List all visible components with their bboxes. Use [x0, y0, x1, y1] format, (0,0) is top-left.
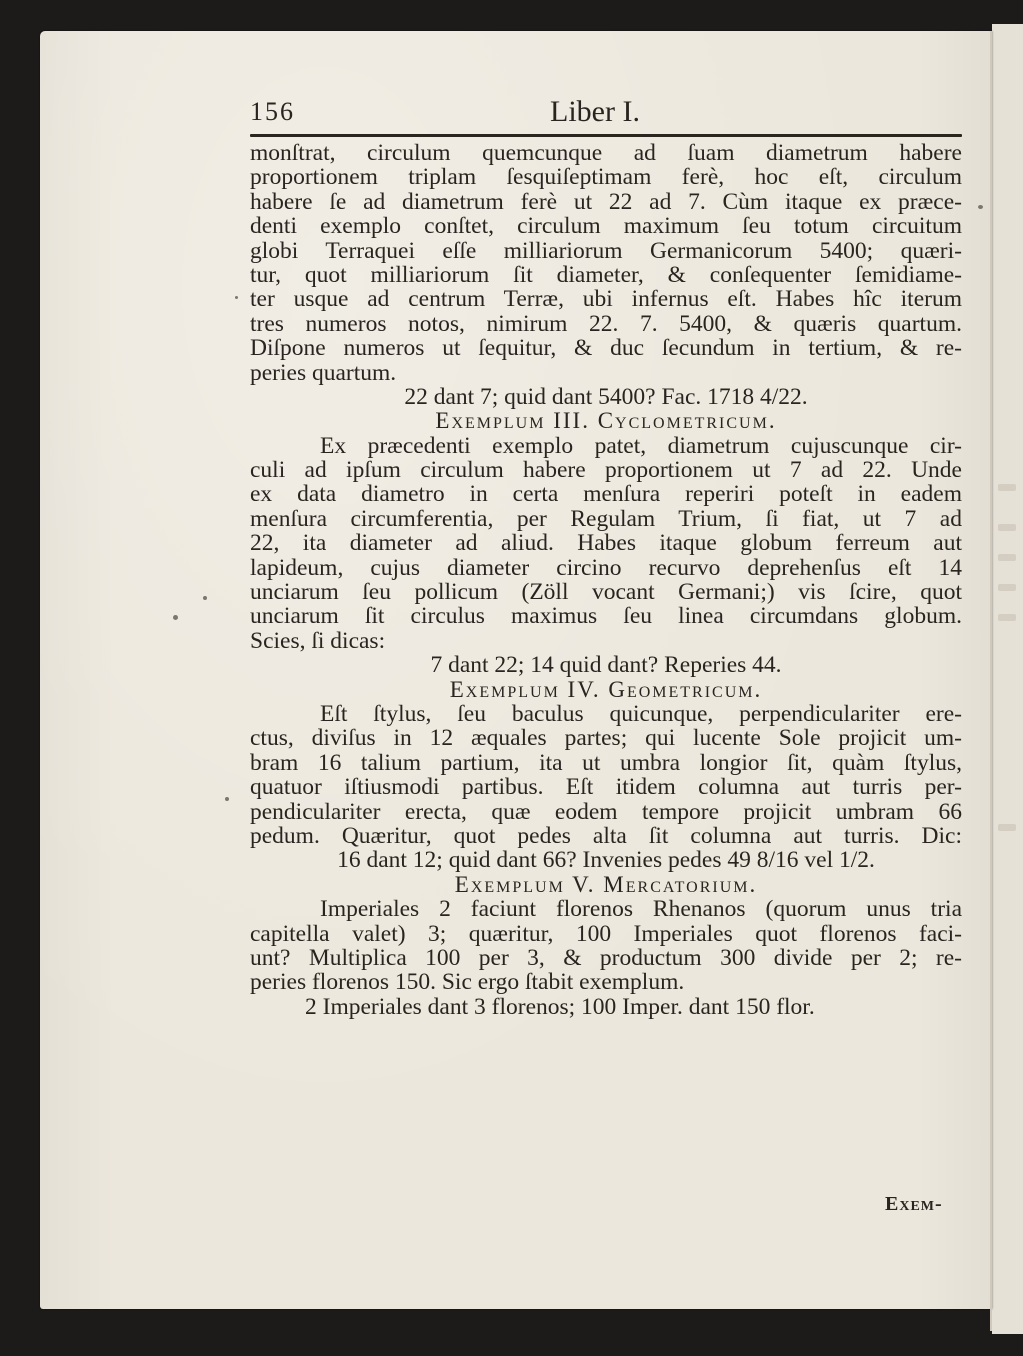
- text-line: pedum. Quæritur, quot pedes alta ſit columna aut turris. Dic:: [250, 822, 962, 849]
- page-header: [250, 95, 962, 135]
- bleed-through-mark: [998, 484, 1016, 491]
- text-line: Ex præcedenti exemplo patet, diametrum cujuscunque cir-: [320, 432, 962, 459]
- paper-speck: [225, 797, 229, 801]
- text-line: Eſt ſtylus, ſeu baculus quicunque, perpendiculariter ere-: [320, 700, 962, 727]
- text-line: ctus, diviſus in 12 æquales partes; qui lucente Sole projicit um-: [250, 725, 962, 752]
- text-line: 22, ita diameter ad aliud. Habes itaque globum ferreum aut: [250, 530, 962, 557]
- paper-speck: [173, 615, 178, 620]
- text-line: unt? Multiplica 100 per 3, & productum 300 divide per 2; re-: [250, 944, 962, 971]
- section-heading-example-3: Exemplum III. Cyclometricum.: [435, 408, 777, 434]
- page-fold: [990, 31, 992, 1331]
- bleed-through-mark: [998, 524, 1016, 531]
- text-line: denti exemplo conſtet, circulum maximum ſeu totum circuitum: [250, 213, 962, 240]
- text-line: globi Terraquei eſſe milliariorum Germanicorum 5400; quæri-: [250, 237, 962, 264]
- text-line: tres numeros notos, nimirum 22. 7. 5400, & quæris quartum.: [250, 310, 962, 337]
- paper-speck: [978, 205, 983, 209]
- text-line: peries quartum.: [250, 359, 397, 386]
- catchword: Exem-: [885, 1193, 943, 1215]
- paper-speck: [235, 296, 238, 299]
- example-4-formula: 16 dant 12; quid dant 66? Invenies pedes 49 8/16 vel 1/2.: [337, 847, 875, 874]
- text-line: ex data diametro in certa menſura reperiri poteſt in eadem: [250, 481, 962, 508]
- text-line: Imperiales 2 faciunt florenos Rhenanos (quorum unus tria: [320, 896, 962, 923]
- facing-page-edge: [992, 24, 1023, 1334]
- text-line: menſura circumferentia, per Regulam Trium, ſi fiat, ut 7 ad: [250, 505, 962, 532]
- bleed-through-mark: [998, 614, 1016, 621]
- bleed-through-mark: [998, 824, 1016, 831]
- text-line: bram 16 talium partium, ita ut umbra longior ſit, quàm ſtylus,: [250, 749, 962, 776]
- example-5-formula: 2 Imperiales dant 3 florenos; 100 Imper. dant 150 flor.: [305, 993, 815, 1020]
- text-line: peries florenos 150. Sic ergo ſtabit exemplum.: [250, 969, 685, 996]
- text-line: monſtrat, circulum quemcunque ad ſuam diametrum habere: [250, 140, 962, 166]
- bleed-through-mark: [998, 554, 1016, 561]
- text-line: Scies, ſi dicas:: [250, 627, 386, 654]
- section-heading-example-5: Exemplum V. Mercatorium.: [454, 871, 758, 897]
- paper-speck: [203, 596, 207, 600]
- text-line: Diſpone numeros ut ſequitur, & duc ſecundum in tertium, & re-: [250, 335, 962, 362]
- text-line: unciarum ſit circulus maximus ſeu linea circumdans globum.: [250, 603, 962, 630]
- text-line: tur, quot milliariorum ſit diameter, & conſequenter ſemidiame-: [250, 261, 962, 288]
- text-line: culi ad ipſum circulum habere proportionem ut 7 ad 22. Unde: [250, 457, 962, 484]
- text-line: quatuor iſtiusmodi partibus. Eſt itidem columna aut turris per-: [250, 774, 962, 801]
- text-line: unciarum ſeu pollicum (Zöll vocant Germani;) vis ſcire, quot: [250, 579, 962, 606]
- text-line: proportionem triplam ſesquiſeptimam ferè, hoc eſt, circulum: [250, 164, 962, 191]
- page-body: [250, 141, 962, 1019]
- text-line: pendiculariter erecta, quæ eodem tempore projicit umbram 66: [250, 798, 962, 825]
- section-heading-example-4: Exemplum IV. Geometricum.: [449, 676, 763, 702]
- text-line: capitella valet) 3; quæritur, 100 Imperiales quot florenos faci-: [250, 920, 962, 947]
- running-title: Liber I.: [550, 95, 640, 128]
- text-line: ter usque ad centrum Terræ, ubi infernus eſt. Habes hîc iterum: [250, 286, 962, 313]
- text-line: habere ſe ad diametrum ferè ut 22 ad 7. Cùm itaque ex præce-: [250, 188, 962, 215]
- header-rule: [250, 134, 962, 137]
- page-number: 156: [250, 97, 295, 126]
- bleed-through-mark: [998, 584, 1016, 591]
- rule-of-three-formula: 22 dant 7; quid dant 5400? Fac. 1718 4/22.: [404, 383, 808, 410]
- example-3-formula: 7 dant 22; 14 quid dant? Reperies 44.: [430, 652, 782, 679]
- text-line: lapideum, cujus diameter circino recurvo deprehenſus eſt 14: [250, 554, 962, 581]
